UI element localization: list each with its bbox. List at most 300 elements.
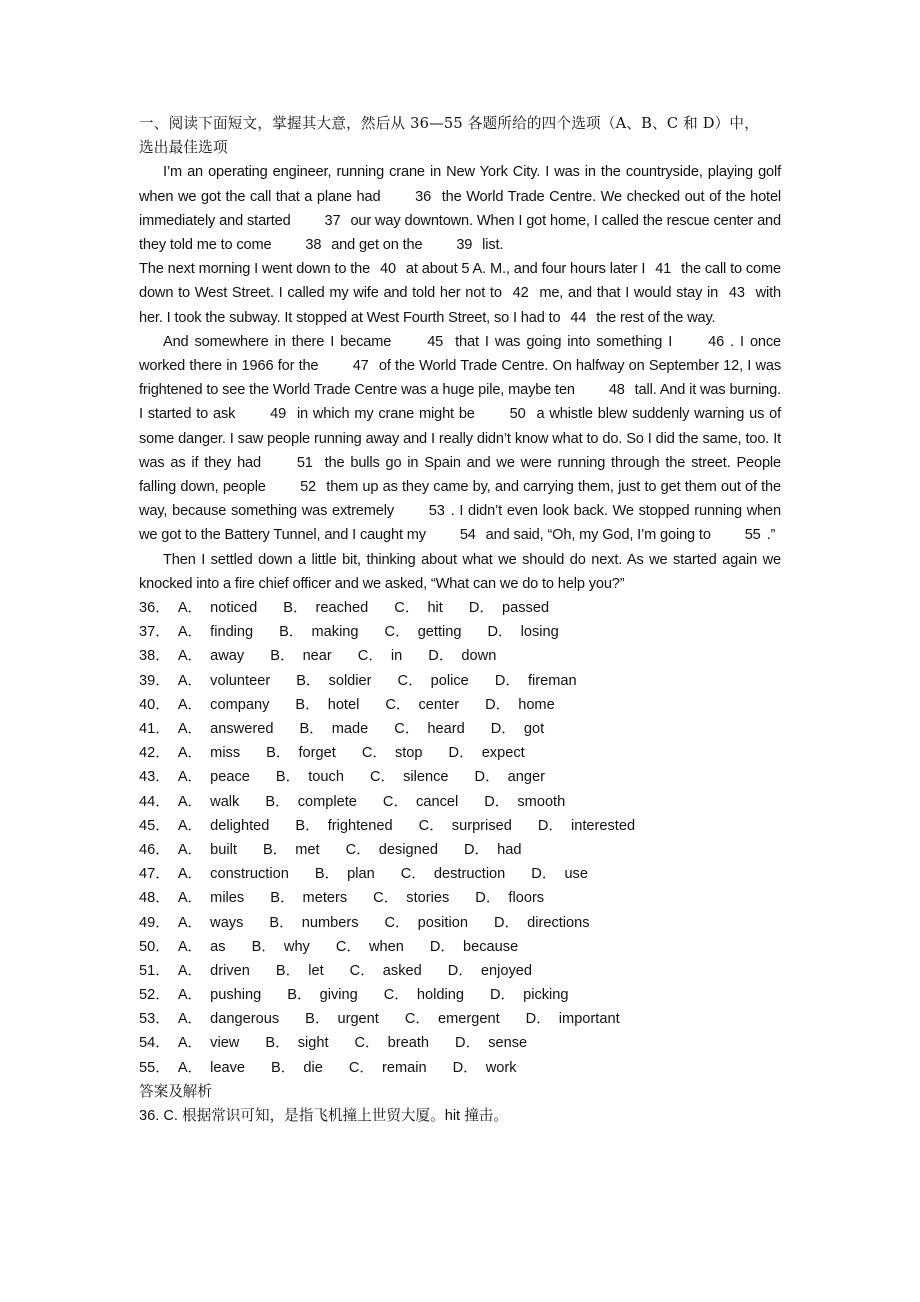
option-text: had — [497, 841, 522, 858]
blank-42: 42 — [512, 285, 529, 302]
option-letter: D． — [485, 696, 511, 713]
question-row — [139, 838, 781, 862]
option-letter: D． — [474, 769, 500, 786]
option-text: company — [210, 696, 270, 713]
passage-text: of the World Trade Centre. On halfway on September 12, I was frightened to see the World Trade Centre was a huge pile, maybe ten — [139, 358, 781, 399]
question-row — [139, 1031, 781, 1055]
option-b — [252, 935, 310, 959]
option-letter: A． — [177, 624, 203, 641]
passage-text: them up as they came by, and carrying them, just to get them out of the way, because something was extremely — [139, 479, 781, 520]
option-text: floors — [508, 890, 545, 907]
option-text: expect — [481, 745, 525, 762]
option-c — [394, 717, 464, 741]
option-a — [178, 911, 244, 935]
option-letter: B． — [262, 841, 288, 858]
option-letter: A． — [177, 817, 203, 834]
passage-paragraph-3 — [139, 330, 781, 548]
option-b — [269, 911, 358, 935]
option-letter: C． — [400, 866, 426, 883]
option-b — [283, 596, 368, 620]
option-text: position — [417, 914, 468, 931]
option-letter: A． — [177, 987, 203, 1004]
blank-39: 39 — [456, 237, 473, 254]
option-letter: B． — [287, 987, 312, 1004]
question-row — [139, 741, 781, 765]
option-letter: A． — [177, 914, 203, 931]
option-text: important — [558, 1011, 620, 1028]
question-row — [139, 935, 781, 959]
option-text: sense — [488, 1035, 528, 1052]
option-letter: B． — [296, 672, 321, 689]
option-letter: B． — [269, 914, 294, 931]
option-b — [263, 838, 320, 862]
option-text: in — [390, 648, 403, 665]
question-row — [139, 717, 781, 741]
question-number: 53． — [139, 1011, 170, 1028]
option-text: ways — [210, 914, 244, 931]
option-letter: A． — [177, 890, 203, 907]
option-letter: B． — [283, 600, 308, 617]
option-letter: A． — [177, 1011, 203, 1028]
option-text: giving — [319, 987, 358, 1004]
blank-49: 49 — [270, 406, 287, 423]
question-number: 46． — [139, 841, 170, 858]
option-d — [428, 644, 496, 668]
option-letter: C． — [385, 696, 411, 713]
option-letter: A． — [177, 841, 203, 858]
passage-text: And somewhere in there I became — [163, 333, 398, 350]
option-b — [271, 1056, 323, 1080]
question-number: 43． — [139, 769, 170, 786]
option-text: sight — [297, 1035, 329, 1052]
option-text: dangerous — [210, 1011, 280, 1028]
option-text: hit — [427, 600, 443, 617]
option-text: home — [518, 696, 555, 713]
passage-text: .” — [766, 527, 776, 544]
option-letter: D． — [428, 648, 454, 665]
option-c — [346, 838, 438, 862]
option-text: touch — [308, 769, 344, 786]
option-text: driven — [210, 962, 250, 979]
option-text: forget — [298, 745, 336, 762]
option-text: work — [485, 1059, 517, 1076]
option-b — [270, 644, 332, 668]
blank-54: 54 — [459, 527, 476, 544]
option-a — [178, 717, 274, 741]
option-text: numbers — [301, 914, 359, 931]
option-letter: C． — [361, 745, 387, 762]
option-letter: D． — [489, 987, 516, 1004]
option-a — [178, 862, 289, 886]
option-text: interested — [570, 817, 636, 834]
option-b — [296, 669, 371, 693]
option-c — [349, 1056, 427, 1080]
option-text: down — [461, 648, 497, 665]
option-letter: D． — [525, 1011, 551, 1028]
option-text: got — [523, 721, 545, 737]
option-letter: D． — [463, 841, 490, 858]
document-page — [139, 112, 781, 1128]
option-a — [178, 620, 253, 644]
question-row — [139, 644, 781, 668]
option-letter: C． — [394, 600, 420, 617]
option-text: use — [564, 866, 588, 883]
option-letter: C． — [382, 793, 409, 810]
option-letter: B． — [270, 648, 295, 665]
question-number: 47． — [139, 866, 170, 883]
passage-text: a whistle blew suddenly warning us of some danger. I saw people running away and I really didn’t know what to do. So I did the same, too. It was as if they had — [139, 406, 781, 471]
option-letter: C． — [384, 624, 410, 641]
option-c — [385, 620, 462, 644]
option-letter: B． — [265, 1035, 290, 1052]
option-a — [178, 765, 250, 789]
passage-paragraph-1 — [139, 160, 781, 257]
option-d — [485, 693, 555, 717]
option-letter: D． — [490, 721, 516, 737]
option-letter: B． — [275, 769, 301, 786]
blank-41: 41 — [655, 261, 672, 278]
blank-45: 45 — [427, 333, 444, 350]
option-a — [178, 790, 240, 814]
option-a — [178, 1031, 240, 1055]
option-letter: D． — [537, 817, 563, 834]
option-letter: C． — [354, 1035, 380, 1052]
option-text: construction — [210, 866, 289, 883]
instruction-line-1: 一、阅读下面短文，掌握其大意，然后从 36—55 各题所给的四个选项（A、B、C 和 D）中， — [139, 115, 760, 132]
option-letter: C． — [404, 1011, 430, 1028]
option-letter: A． — [177, 962, 203, 979]
passage-text: the bulls go in Spain and we were running through the street. People falling down, people — [139, 454, 781, 496]
passage-text: that I was going into something I — [449, 333, 679, 350]
option-text: let — [308, 962, 324, 979]
passage-text: at about 5 A. M., and four hours later I — [401, 261, 650, 278]
instruction-line-2: 选出最佳选项 — [139, 139, 228, 157]
option-letter: C． — [418, 817, 444, 834]
option-text: designed — [378, 841, 438, 858]
option-letter: D． — [531, 866, 557, 883]
option-text: remain — [382, 1059, 427, 1076]
answer-explanation-36 — [139, 1104, 781, 1128]
option-c — [405, 1007, 500, 1031]
option-text: police — [430, 672, 469, 689]
answer-keyword: hit — [444, 1108, 461, 1125]
question-number: 42． — [139, 745, 170, 762]
option-d — [453, 1056, 517, 1080]
option-d — [455, 1031, 527, 1055]
option-text: die — [303, 1059, 323, 1076]
option-text: built — [210, 841, 237, 858]
option-letter: B． — [299, 721, 324, 737]
option-d — [490, 983, 569, 1007]
option-text: surprised — [451, 817, 512, 834]
option-b — [276, 959, 324, 983]
option-text: passed — [502, 600, 550, 617]
option-a — [178, 959, 250, 983]
option-d — [495, 669, 577, 693]
option-b — [279, 620, 358, 644]
option-letter: B． — [270, 890, 295, 907]
option-text: why — [283, 938, 310, 955]
option-letter: A． — [177, 600, 203, 617]
option-letter: C． — [348, 1059, 374, 1076]
blank-48: 48 — [608, 382, 625, 399]
option-text: complete — [297, 793, 357, 810]
option-text: near — [302, 648, 332, 665]
option-letter: C． — [373, 890, 399, 907]
passage-paragraph-2 — [139, 257, 781, 330]
option-d — [484, 790, 565, 814]
option-b — [295, 693, 359, 717]
option-text: directions — [527, 914, 590, 931]
question-number: 49． — [139, 914, 170, 931]
option-text: met — [295, 841, 320, 858]
question-number: 51． — [139, 962, 170, 979]
question-row — [139, 693, 781, 717]
question-number: 38． — [139, 648, 170, 665]
option-c — [358, 644, 403, 668]
option-text: delighted — [210, 817, 270, 834]
option-text: plan — [347, 866, 375, 883]
question-number: 50． — [139, 938, 170, 955]
option-letter: B． — [314, 866, 340, 883]
option-letter: C． — [349, 962, 375, 979]
option-d — [464, 838, 522, 862]
option-text: miss — [210, 745, 241, 762]
option-text: when — [369, 938, 404, 955]
option-letter: D． — [455, 1035, 481, 1052]
option-c — [370, 765, 449, 789]
option-text: picking — [523, 987, 569, 1004]
passage-text: the call to come down to West Street. I called my wife and told her not to — [139, 261, 781, 302]
option-letter: D． — [468, 600, 494, 617]
option-text: emergent — [438, 1011, 500, 1028]
option-text: fireman — [527, 672, 577, 689]
option-letter: D． — [452, 1059, 478, 1076]
option-letter: D． — [484, 793, 510, 810]
option-letter: D． — [429, 938, 456, 955]
option-b — [299, 717, 368, 741]
option-text: silence — [403, 769, 449, 786]
question-row — [139, 790, 781, 814]
option-letter: B． — [295, 696, 320, 713]
option-text: holding — [416, 987, 464, 1004]
option-c — [383, 790, 458, 814]
option-letter: C． — [345, 841, 371, 858]
question-row — [139, 959, 781, 983]
option-letter: D． — [475, 890, 501, 907]
question-number: 54． — [139, 1035, 170, 1052]
option-a — [178, 693, 270, 717]
option-a — [178, 644, 244, 668]
option-c — [336, 935, 404, 959]
option-d — [531, 862, 588, 886]
option-d — [475, 886, 544, 910]
option-text: frightened — [327, 817, 393, 834]
passage-text: list. — [478, 237, 504, 254]
option-letter: B． — [265, 793, 290, 810]
option-d — [469, 596, 549, 620]
option-text: view — [210, 1035, 240, 1052]
option-letter: C． — [369, 769, 396, 786]
option-text: anger — [507, 769, 545, 786]
option-letter: B． — [251, 938, 276, 955]
blank-55: 55 — [744, 527, 761, 544]
option-d — [488, 620, 559, 644]
option-c — [401, 862, 506, 886]
option-text: finding — [210, 624, 254, 641]
option-d — [526, 1007, 620, 1031]
option-letter: B． — [271, 1059, 296, 1076]
option-a — [178, 886, 244, 910]
option-b — [270, 886, 347, 910]
option-letter: D． — [447, 962, 473, 979]
option-d — [448, 959, 532, 983]
passage-text: and get on the — [327, 237, 427, 254]
question-row — [139, 911, 781, 935]
answers-heading: 答案及解析 — [139, 1082, 212, 1100]
passage-paragraph-4 — [139, 548, 781, 596]
option-letter: D． — [448, 745, 474, 762]
option-text: as — [210, 938, 226, 955]
passage-text: The next morning I went down to the — [139, 261, 375, 278]
option-letter: A． — [177, 672, 203, 689]
question-row — [139, 886, 781, 910]
question-row — [139, 814, 781, 838]
option-d — [475, 765, 545, 789]
question-number: 39． — [139, 672, 170, 689]
option-text: making — [311, 624, 359, 641]
option-letter: B． — [305, 1011, 330, 1028]
option-d — [430, 935, 518, 959]
option-letter: A． — [177, 1035, 203, 1052]
option-letter: B． — [275, 962, 301, 979]
option-text: destruction — [433, 866, 506, 883]
option-letter: B． — [266, 745, 291, 762]
blank-37: 37 — [324, 212, 341, 229]
option-text: leave — [210, 1059, 246, 1076]
question-number: 37． — [139, 624, 170, 641]
option-text: heard — [427, 721, 465, 737]
option-letter: A． — [177, 721, 203, 737]
option-text: stories — [406, 890, 450, 907]
option-text: stop — [394, 745, 423, 762]
option-c — [362, 741, 423, 765]
option-c — [384, 983, 464, 1007]
question-options-list — [139, 596, 781, 1080]
passage-text: Then I settled down a little bit, thinking about what we should do next. As we started again we knocked into a fire chief officer and we asked, “What can we do to help you?” — [139, 551, 781, 592]
passage-text: I’m an operating engineer, running crane in New York City. I was in the countryside, playing golf when we got the call that a plane had — [139, 164, 781, 205]
option-text: losing — [520, 624, 559, 641]
option-text: cancel — [416, 793, 459, 810]
option-text: because — [463, 938, 519, 955]
passage-text: tall. And it was burning. I started to ask — [139, 382, 781, 423]
option-letter: C． — [394, 721, 420, 737]
option-text: soldier — [328, 672, 372, 689]
option-c — [394, 596, 443, 620]
question-number: 40． — [139, 696, 170, 713]
option-c — [350, 959, 422, 983]
option-letter: C． — [397, 672, 423, 689]
option-c — [373, 886, 449, 910]
option-c — [419, 814, 512, 838]
option-letter: B． — [279, 624, 304, 641]
question-row — [139, 669, 781, 693]
option-d — [494, 911, 590, 935]
option-letter: A． — [177, 696, 203, 713]
answer-gloss: 撞击。 — [464, 1107, 508, 1125]
question-number: 52． — [139, 987, 170, 1004]
option-text: miles — [210, 890, 245, 907]
answer-label: 36. C. — [139, 1108, 178, 1125]
question-number: 48． — [139, 890, 170, 907]
option-text: pushing — [210, 987, 262, 1004]
option-a — [178, 596, 257, 620]
option-text: smooth — [517, 793, 566, 810]
option-b — [276, 765, 344, 789]
option-letter: C． — [357, 648, 383, 665]
option-a — [178, 935, 226, 959]
option-text: away — [210, 648, 245, 665]
option-letter: A． — [177, 866, 203, 883]
option-text: hotel — [327, 696, 360, 713]
option-text: asked — [382, 962, 422, 979]
option-text: made — [331, 721, 369, 737]
question-number: 55． — [139, 1059, 170, 1076]
question-row — [139, 765, 781, 789]
option-d — [491, 717, 544, 741]
option-d — [449, 741, 525, 765]
option-b — [265, 1031, 328, 1055]
option-letter: B． — [295, 817, 320, 834]
option-text: reached — [315, 600, 369, 617]
option-letter: C． — [335, 938, 361, 955]
question-number: 36． — [139, 600, 170, 617]
option-a — [178, 983, 261, 1007]
option-a — [178, 1007, 279, 1031]
option-a — [178, 1056, 245, 1080]
option-b — [295, 814, 392, 838]
option-b — [287, 983, 357, 1007]
option-text: getting — [417, 624, 462, 641]
question-row — [139, 983, 781, 1007]
option-letter: A． — [177, 648, 203, 665]
option-c — [385, 693, 459, 717]
option-letter: C． — [384, 914, 410, 931]
blank-36: 36 — [415, 188, 432, 205]
passage-text: in which my crane might be — [292, 406, 480, 423]
option-c — [385, 911, 468, 935]
passage-text: the World Trade Centre. We checked out of the hotel immediately and started — [139, 188, 782, 229]
blank-38: 38 — [305, 237, 322, 254]
blank-44: 44 — [570, 309, 587, 326]
blank-52: 52 — [300, 479, 316, 496]
option-letter: D． — [487, 624, 513, 641]
blank-40: 40 — [380, 261, 396, 278]
passage-text: . I once worked there in 1966 for the — [139, 333, 781, 375]
option-text: answered — [210, 721, 274, 737]
option-letter: C． — [383, 987, 409, 1004]
answer-explanation-text: 根据常识可知，是指飞机撞上世贸大厦。 — [182, 1107, 445, 1125]
option-letter: A． — [177, 938, 203, 955]
blank-51: 51 — [296, 454, 313, 471]
option-text: meters — [302, 890, 348, 907]
question-row — [139, 862, 781, 886]
option-b — [266, 741, 336, 765]
passage-text: with her. I took the subway. It stopped at West Fourth Street, so I had to — [139, 285, 782, 326]
option-letter: A． — [177, 745, 203, 762]
option-c — [398, 669, 469, 693]
option-b — [265, 790, 357, 814]
